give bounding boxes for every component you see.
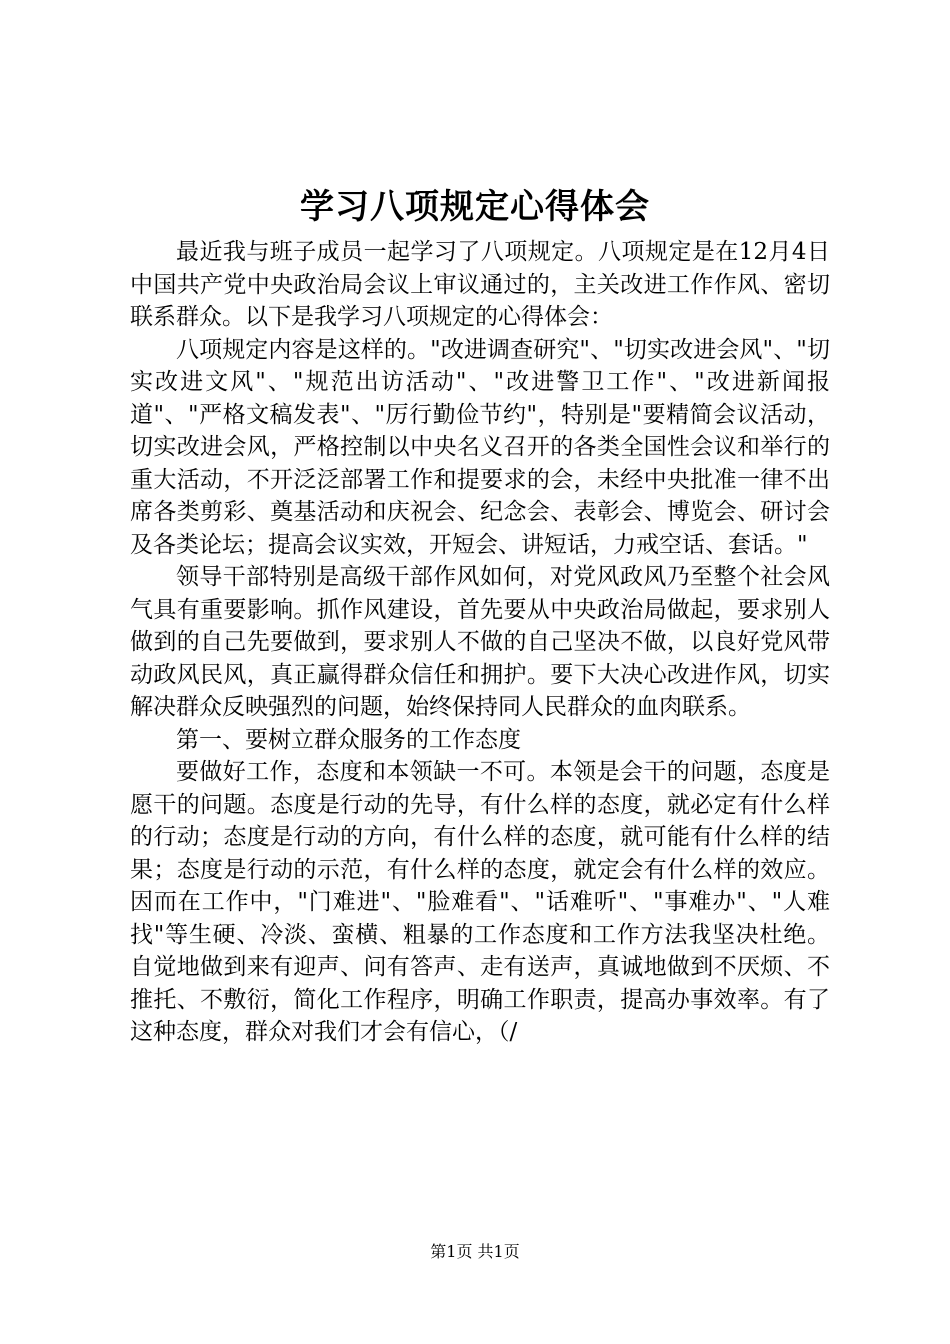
paragraph-intro: 最近我与班子成员一起学习了八项规定。八项规定是在12月4日中国共产党中央政治局会议上审议通过的，主关改进工作作风、密切联系群众。以下是我学习八项规定的心得体会： (130, 239, 830, 330)
paragraph-attitude: 要做好工作，态度和本领缺一不可。本领是会干的问题，态度是愿干的问题。态度是行动的先导，有什么样的态度，就必定有什么样的行动；态度是行动的方向，有什么样的态度，就可能有什么样的结果；态度是行动的示范，有什么样的态度，就定会有什么样的效应。因而在工作中，"门难进"、"脸难看"、"话难听"、"事难办"、"人难找"等生硬、冷淡、蛮横、粗暴的工作态度和工作方法我坚决杜绝。自觉地做到来有迎声、问有答声、走有送声，真诚地做到不厌烦、不推托、不敷衍，简化工作程序，明确工作职责，提高办事效率。有了这种态度，群众对我们才会有信心，（/ (130, 759, 830, 1045)
paragraph-leadership: 领导干部特别是高级干部作风如何，对党风政风乃至整个社会风气具有重要影响。抓作风建设，首先要从中央政治局做起，要求别人做到的自己先要做到，要求别人不做的自己坚决不做，以良好党风带动政风民风，真正赢得群众信任和拥护。要下大决心改进作风，切实解决群众反映强烈的问题，始终保持同人民群众的血肉联系。 (130, 564, 830, 720)
paragraph-content: 八项规定内容是这样的。"改进调查研究"、"切实改进会风"、"切实改进文风"、"规范出访活动"、"改进警卫工作"、"改进新闻报道"、"严格文稿发表"、"厉行勤俭节约"，特别是"要精简会议活动，切实改进会风，严格控制以中央名义召开的各类全国性会议和举行的重大活动，不开泛泛部署工作和提要求的会，未经中央批准一律不出席各类剪彩、奠基活动和庆祝会、纪念会、表彰会、博览会、研讨会及各类论坛；提高会议实效，开短会、讲短话，力戒空话、套话。" (130, 336, 830, 558)
document-title: 学习八项规定心得体会 (300, 187, 650, 227)
section-heading-first: 第一、要树立群众服务的工作态度 (176, 726, 521, 753)
page-footer: 第1页 共1页 (430, 1242, 520, 1261)
document-body (130, 236, 830, 1049)
